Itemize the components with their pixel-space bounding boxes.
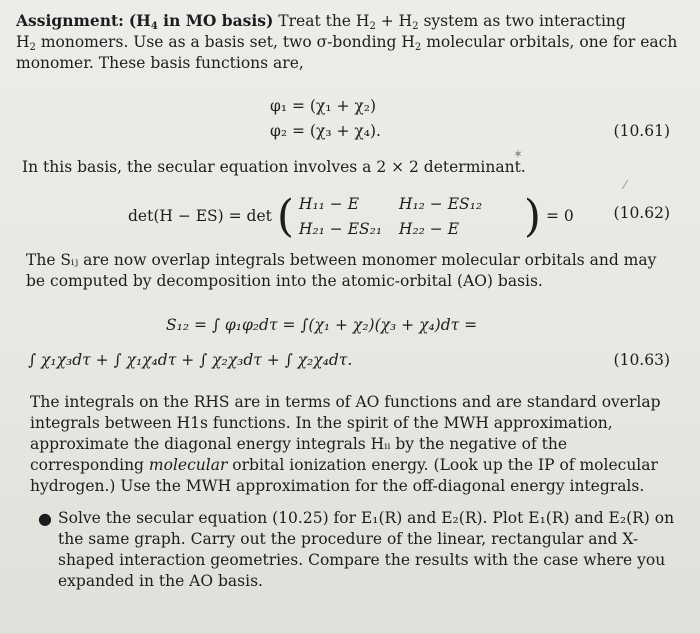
matrix-h22: H₂₂ − E: [398, 220, 460, 238]
matrix-h12: H₁₂ − ES₁₂: [398, 195, 483, 213]
paper-mark: ⁄: [624, 178, 627, 192]
bullet-text: Solve the secular equation (10.25) for E₁(R) and E₂(R). Plot E₁(R) and E₂(R) on the same graph. Carry out the procedure of the linear, rectangular and X-shaped interaction geometries. Compare the results with the case where you expanded in the AO basis.: [58, 509, 675, 590]
left-paren: (: [276, 191, 294, 242]
bullet-dot: ●: [38, 509, 52, 528]
overlap-paragraph: The Sᵢⱼ are now overlap integrals between monomer molecular orbitals and may be computed by decomposition into the atomic-orbital (AO) basis.: [26, 251, 657, 290]
determinant-lhs: det(H − ES) = det: [128, 207, 272, 225]
overlap-expansion: ∫ χ₁χ₃dτ + ∫ χ₁χ₄dτ + ∫ χ₂χ₃dτ + ∫ χ₂χ₄dτ.: [28, 351, 353, 369]
paper-mark: ✶: [513, 147, 524, 161]
rhs-paragraph: The integrals on the RHS are in terms of AO functions and are standard overlap integrals between H1s functions. In the spirit of the MWH approximation, approximate the diagonal energy integrals Hᵢᵢ by the negative of the corresponding molecular orbital ionization energy. (Look up the IP of molecular hydrogen.) Use the MWH approximation for the off-diagonal energy integrals.: [30, 393, 661, 495]
right-paren: ): [523, 191, 542, 242]
equals-zero: = 0: [545, 207, 574, 225]
determinant-matrix: [299, 194, 519, 240]
equation-number-10-63: (10.63): [613, 351, 670, 369]
assignment-heading: Assignment:: [16, 11, 124, 30]
matrix-h11: H₁₁ − E: [298, 195, 360, 213]
equation-phi1: φ₁ = (χ₁ + χ₂): [270, 97, 377, 115]
equation-number-10-62: (10.62): [613, 204, 670, 222]
assignment-intro: Assignment: ($H_4$ in MO basis) Treat the $H_2 + H_2$ system as two interacting $H_2$ monomers. Use as a basis set, two σ-bonding $H_2$ molecular orbitals, one for each monomer. These basis functions are,: [16, 11, 678, 72]
bullet-item: [38, 508, 678, 592]
assignment-title: ($H_4$ in MO basis): [128, 11, 274, 32]
equation-number-10-61: (10.61): [613, 122, 670, 140]
matrix-h21: H₂₁ − ES₂₁: [298, 220, 383, 238]
basis-intro: In this basis, the secular equation involves a 2 × 2 determinant.: [22, 158, 526, 176]
determinant-equation: [128, 191, 574, 242]
overlap-integral-line: S₁₂ = ∫ φ₁φ₂dτ = ∫(χ₁ + χ₂)(χ₃ + χ₄)dτ =: [166, 316, 478, 334]
equation-phi2: φ₂ = (χ₃ + χ₄).: [270, 122, 381, 140]
